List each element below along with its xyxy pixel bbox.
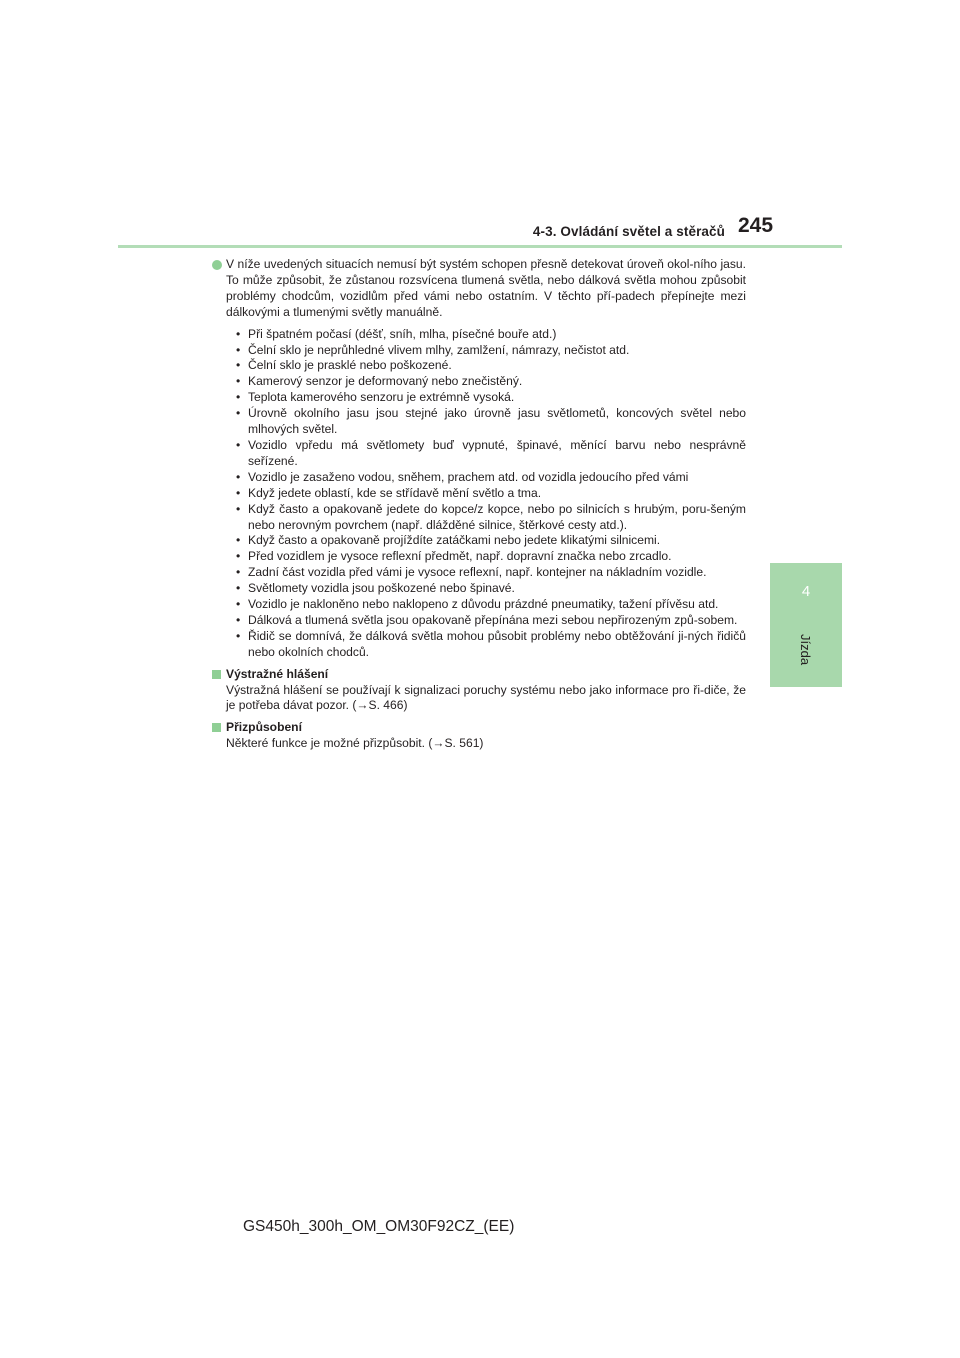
situation-list — [212, 327, 746, 661]
chapter-number: 4 — [801, 583, 811, 600]
section-customization — [212, 720, 746, 752]
header-divider — [118, 245, 842, 248]
list-item: • Když často a opakovaně jedete do kopce/z kopce, nebo po silnicích s hrubým, poru-šeným nebo nerovným povrchem (např. dlážděné silnice, štěrkové cesty atd.). — [236, 502, 746, 534]
list-item: • Před vozidlem je vysoce reflexní předmět, např. dopravní značka nebo zrcadlo. — [236, 549, 746, 565]
list-item: • Když jedete oblastí, kde se střídavě mění světlo a tma. — [236, 486, 746, 502]
list-item: • Teplota kamerového senzoru je extrémně vysoká. — [236, 390, 746, 406]
intro-text: V níže uvedených situacích nemusí být systém schopen přesně detekovat úroveň okol-ního jasu. To může způsobit, že zůstanou rozsvícena tlumená světla, nebo dálková světla mohou způsobit problémy chodcům, vozidlům před vámi nebo ostatním. V těchto pří-padech přepínejte mezi dálkovými a tlumenými světly manuálně. — [226, 257, 746, 319]
section-title-warning: Výstražné hlášení — [226, 666, 329, 681]
list-item: • Dálková a tlumená světla jsou opakovaně přepínána mezi sebou nepřirozeným způ-sobem. — [236, 613, 746, 629]
section-body-warning: Výstražná hlášení se používají k signalizaci poruchy systému nebo jako informace pro ři-diče, že je potřeba dávat pozor. (→S. 466) — [226, 682, 746, 713]
intro-paragraph — [212, 257, 746, 321]
section-square-icon — [212, 723, 221, 732]
list-item: • Čelní sklo je neprůhledné vlivem mlhy, zamlžení, námrazy, nečistot atd. — [236, 343, 746, 359]
bullet-circle-icon — [212, 260, 222, 270]
list-item: • Vozidlo je nakloněno nebo naklopeno z důvodu prázdné pneumatiky, tažení přívěsu atd. — [236, 597, 746, 613]
section-warning — [212, 667, 746, 715]
list-item: • Úrovně okolního jasu jsou stejné jako úrovně jasu světlometů, koncových světel nebo mlhových světel. — [236, 406, 746, 438]
chapter-tab — [770, 563, 842, 687]
main-content — [212, 257, 746, 752]
list-item: • Světlomety vozidla jsou poškozené nebo špinavé. — [236, 581, 746, 597]
list-item: • Při špatném počasí (déšť, sníh, mlha, písečné bouře atd.) — [236, 327, 746, 343]
list-item: • Čelní sklo je prasklé nebo poškozené. — [236, 358, 746, 374]
section-body-customization: Některé funkce je možné přizpůsobit. (→S. 561) — [226, 736, 484, 751]
list-item: • Kamerový senzor je deformovaný nebo znečistěný. — [236, 374, 746, 390]
list-item: • Zadní část vozidla před vámi je vysoce reflexní, např. kontejner na nákladním vozidle. — [236, 565, 746, 581]
list-item: • Vozidlo vpředu má světlomety buď vypnuté, špinavé, měnící barvu nebo nesprávně seřízené. — [236, 438, 746, 470]
document-code: GS450h_300h_OM_OM30F92CZ_(EE) — [243, 1218, 515, 1235]
section-title-customization: Přizpůsobení — [226, 720, 302, 735]
chapter-label: Jízda — [798, 634, 813, 666]
page-number: 245 — [738, 214, 774, 237]
list-item: • Vozidlo je zasaženo vodou, sněhem, prachem atd. od vozidla jedoucího před vámi — [236, 470, 746, 486]
section-title: 4-3. Ovládání světel a stěračů — [532, 224, 725, 239]
list-item: • Když často a opakovaně projíždíte zatáčkami nebo jedete klikatými silnicemi. — [236, 533, 746, 549]
list-item: • Řidič se domnívá, že dálková světla mohou působit problémy nebo obtěžování ji-ných řidičů nebo okolních chodců. — [236, 629, 746, 661]
section-square-icon — [212, 670, 221, 679]
